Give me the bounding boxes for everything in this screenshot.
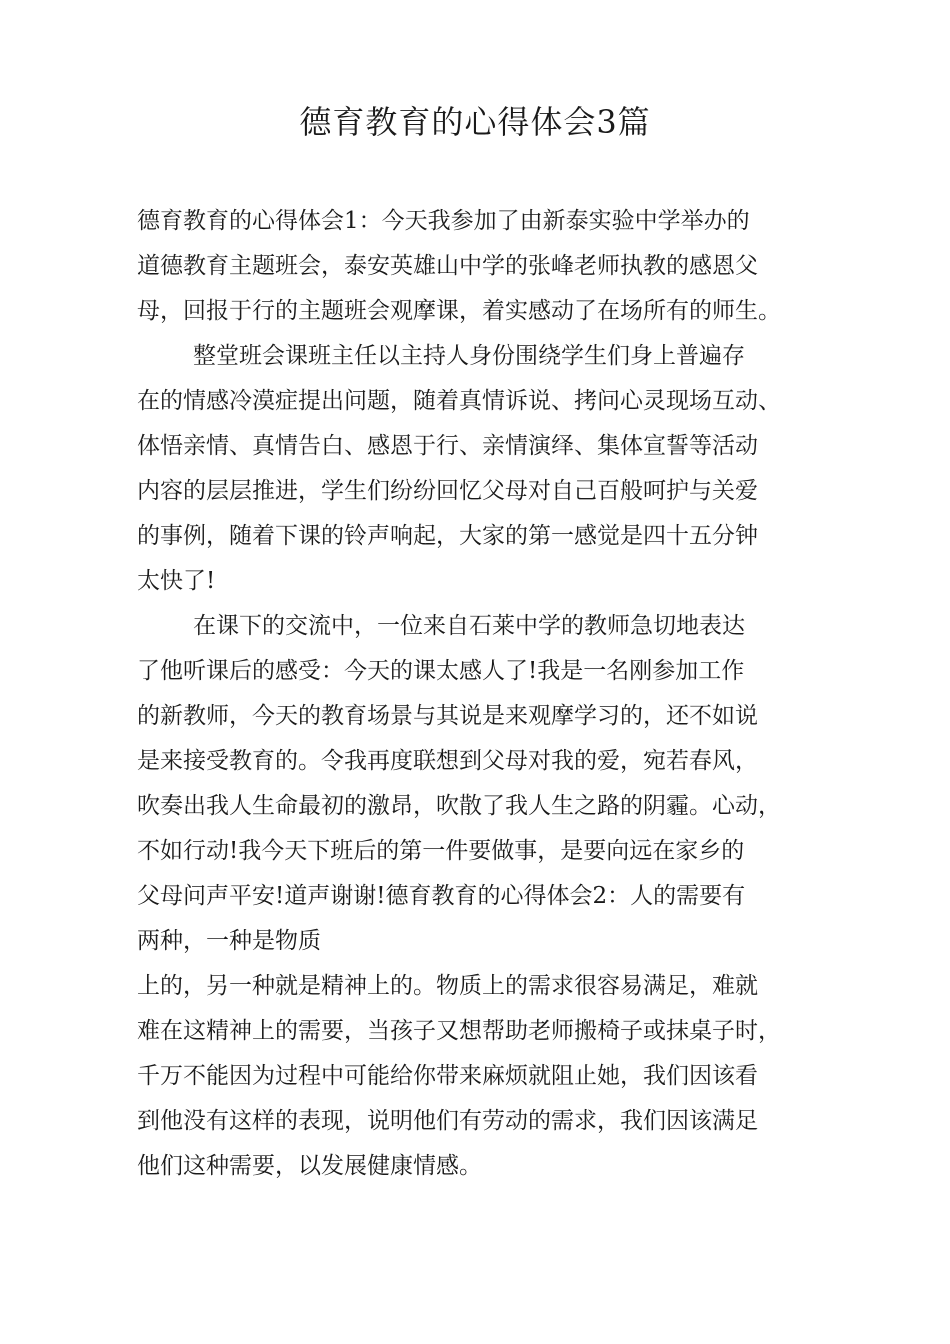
- text-line: 了他听课后的感受：今天的课太感人了!我是一名刚参加工作: [137, 658, 745, 684]
- text-line: 吹奏出我人生命最初的激昂，吹散了我人生之路的阴霾。心动，: [137, 793, 781, 819]
- text-line: 体悟亲情、真情告白、感恩于行、亲情演绎、集体宣誓等活动: [137, 433, 758, 459]
- text-line: 在的情感冷漠症提出问题，随着真情诉说、拷问心灵现场互动、: [137, 388, 781, 414]
- text-line: 两种，一种是物质: [137, 928, 321, 954]
- text-line: 整堂班会课班主任以主持人身份围绕学生们身上普遍存: [193, 343, 745, 369]
- text-line: 的新教师，今天的教育场景与其说是来观摩学习的，还不如说: [137, 703, 758, 729]
- text-line: 的事例，随着下课的铃声响起，大家的第一感觉是四十五分钟: [137, 523, 758, 549]
- text-line: 难在这精神上的需要，当孩子又想帮助老师搬椅子或抹桌子时，: [137, 1018, 781, 1044]
- text-line: 不如行动!我今天下班后的第一件要做事，是要向远在家乡的: [137, 838, 745, 864]
- text-line: 在课下的交流中，一位来自石莱中学的教师急切地表达: [193, 613, 745, 639]
- text-line: 到他没有这样的表现，说明他们有劳动的需求，我们因该满足: [137, 1108, 758, 1134]
- text-line: 母，回报于行的主题班会观摩课，着实感动了在场所有的师生。: [137, 298, 781, 324]
- text-line: 父母问声平安!道声谢谢!德育教育的心得体会2：人的需要有: [137, 883, 746, 909]
- text-line: 德育教育的心得体会1：今天我参加了由新泰实验中学举办的: [137, 208, 750, 234]
- text-line: 上的，另一种就是精神上的。物质上的需求很容易满足，难就: [137, 973, 758, 999]
- document-title: 德育教育的心得体会3篇: [299, 103, 651, 141]
- text-line: 他们这种需要，以发展健康情感。: [137, 1153, 482, 1179]
- text-line: 千万不能因为过程中可能给你带来麻烦就阻止她，我们因该看: [137, 1063, 758, 1089]
- text-line: 道德教育主题班会，泰安英雄山中学的张峰老师执教的感恩父: [137, 253, 758, 279]
- text-line: 太快了!: [137, 568, 216, 594]
- text-line: 是来接受教育的。令我再度联想到父母对我的爱，宛若春风，: [137, 748, 758, 774]
- text-line: 内容的层层推进，学生们纷纷回忆父母对自己百般呵护与关爱: [137, 478, 758, 504]
